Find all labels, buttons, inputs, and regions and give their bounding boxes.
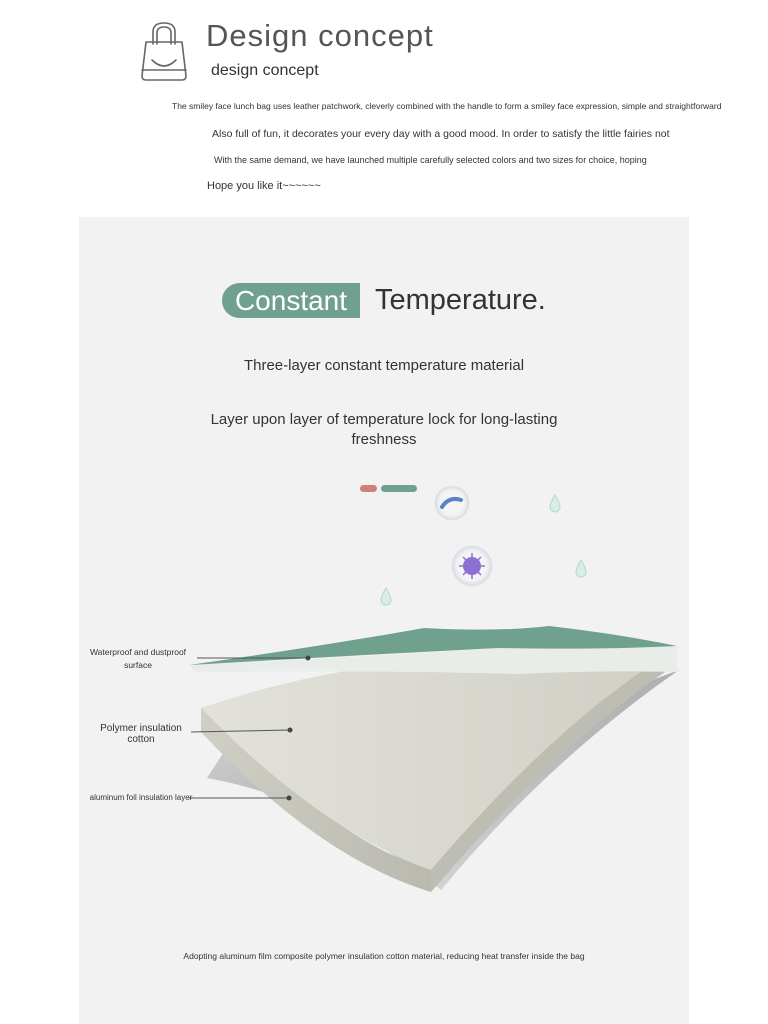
subheading-freshness: Layer upon layer of temperature lock for long-lasting freshness xyxy=(210,411,558,448)
material-layers-illustration xyxy=(79,460,689,920)
page-title: Design concept xyxy=(206,18,434,53)
water-drop-icon xyxy=(381,588,391,605)
handbag-icon xyxy=(138,20,190,82)
water-drop-icon xyxy=(550,495,560,512)
layer-label-waterproof: Waterproof and dustproof surface xyxy=(89,647,187,670)
description-line-4: Hope you like it~~~~~~ xyxy=(207,180,321,192)
layer-label-cotton: Polymer insulation cotton xyxy=(100,723,182,745)
description-line-1: The smiley face lunch bag uses leather patchwork, cleverly combined with the handle to form a smiley face expression, simple and straightforward xyxy=(172,101,722,111)
water-drop-icon xyxy=(576,560,586,577)
footer-note: Adopting aluminum film composite polymer insulation cotton material, reducing heat transfer inside the bag xyxy=(183,951,585,961)
layer-label-foil: aluminum foil insulation layer xyxy=(89,793,193,802)
description-line-3: With the same demand, we have launched multiple carefully selected colors and two sizes for choice, hoping xyxy=(214,155,647,165)
heading-highlight-pill: Constant xyxy=(222,283,360,318)
polymer-cotton-layer xyxy=(201,648,677,870)
description-line-2: Also full of fun, it decorates your every day with a good mood. In order to satisfy the little fairies not xyxy=(212,128,670,140)
virus-bubble-icon xyxy=(452,546,492,586)
subheading-material: Three-layer constant temperature material xyxy=(243,357,525,374)
page-subtitle: design concept xyxy=(211,62,319,79)
bacteria-bubble-icon xyxy=(435,486,469,520)
heading-text: Temperature. xyxy=(375,284,546,316)
